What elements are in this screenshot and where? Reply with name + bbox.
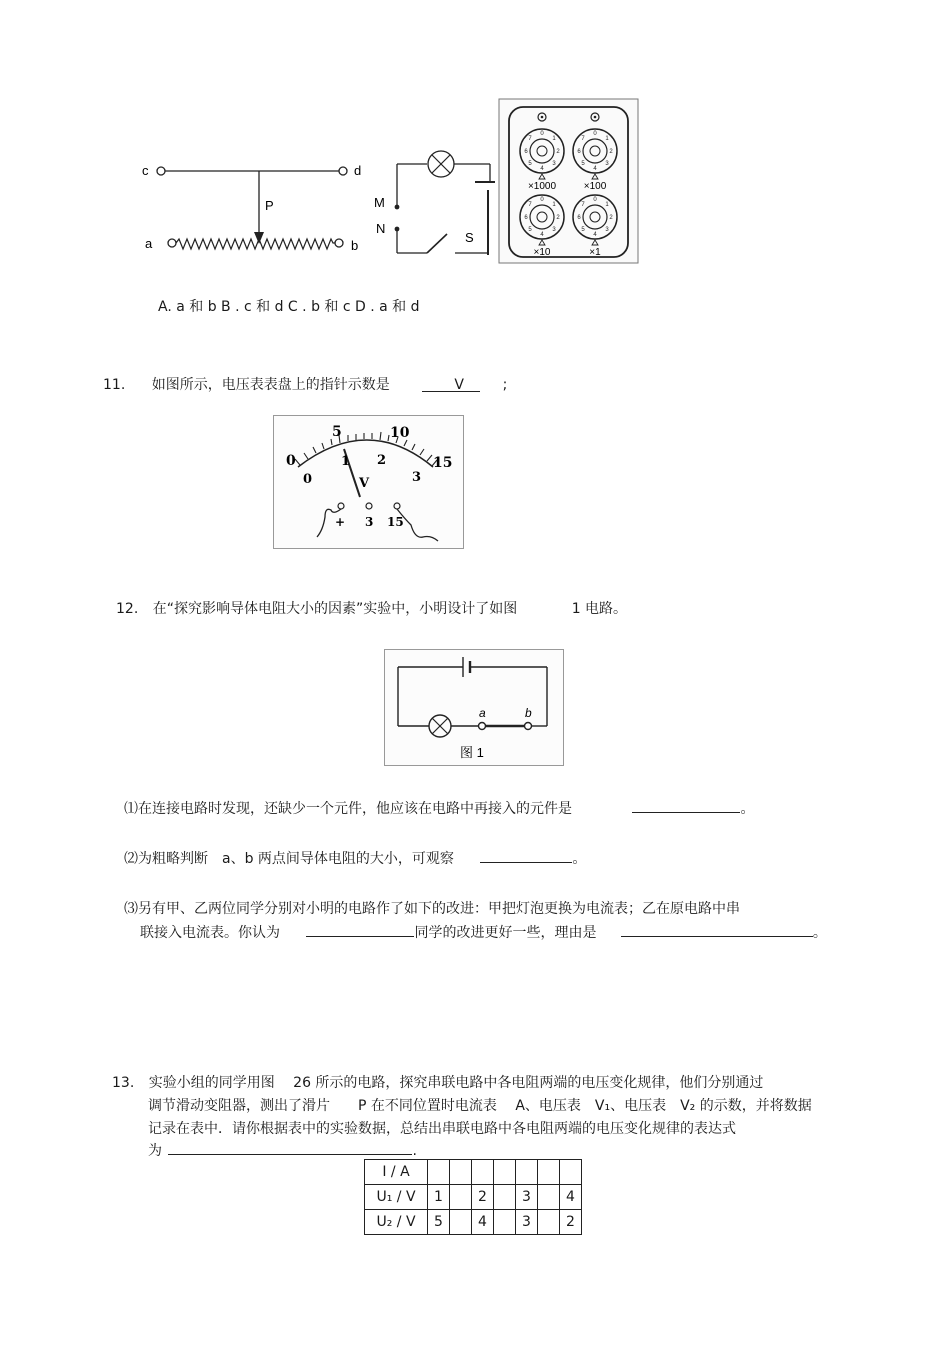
svg-text:2: 2 [609,215,613,221]
table-cell: 4 [560,1185,582,1210]
svg-text:1: 1 [605,202,609,208]
q12-intro [116,598,627,618]
meter-terminal-15: 15 [387,515,404,529]
q12-part3-line1: ⑶另有甲、乙两位同学分别对小明的电路作了如下的改进：甲把灯泡更换为电流表；乙在原电路中串 [124,901,740,917]
label-m: M [374,195,385,210]
svg-text:6: 6 [524,215,528,221]
svg-text:5: 5 [528,161,532,167]
figure-1-circuit [384,649,564,766]
q11-line [103,374,507,394]
svg-text:1: 1 [605,136,609,142]
q12-part2-text: ⑵为粗略判断 a、b 两点间导体电阻的大小，可观察 [124,851,454,867]
q12-part1-text: ⑴在连接电路时发现，还缺少一个元件，他应该在电路中再接入的元件是 [124,801,572,817]
svg-text:0: 0 [540,131,544,137]
q13-number: 13. [112,1075,135,1091]
label-n: N [376,221,386,236]
table-cell [450,1185,472,1210]
figure-1-label-b: b [525,706,532,720]
svg-text:0: 0 [593,131,597,137]
meter-terminal-plus: + [335,515,346,529]
table-cell: 3 [516,1210,538,1235]
q13-line1 [112,1072,763,1092]
meter-lower-0: 0 [303,472,313,487]
label-b: b [351,238,359,253]
voltmeter-figure [273,415,464,549]
switch-circuit-figure [365,140,500,260]
table-cell [428,1160,450,1185]
resistance-box-figure [498,98,640,265]
svg-text:2: 2 [556,149,560,155]
q13-line1-text: 实验小组的同学用图 26 所示的电路，探究串联电路中各电阻两端的电压变化规律，他们分别通过 [148,1075,764,1091]
table-cell: 2 [472,1185,494,1210]
table-cell: 1 [428,1185,450,1210]
q12-part1 [124,798,754,818]
svg-text:2: 2 [556,215,560,221]
q11-text: 如图所示，电压表表盘上的指针示数是 [151,377,390,393]
svg-text:5: 5 [581,161,585,167]
table-row [365,1185,582,1210]
q12-part1-end: 。 [740,801,755,817]
table-cell [494,1210,516,1235]
meter-upper-10: 10 [390,425,410,441]
figure-1-label-a: a [479,706,486,720]
svg-text:5: 5 [581,227,585,233]
svg-text:7: 7 [528,202,532,208]
svg-text:3: 3 [552,227,556,233]
q12-part2 [124,848,586,868]
svg-text:6: 6 [577,215,581,221]
table-cell [538,1210,560,1235]
meter-lower-3: 3 [412,470,422,485]
q11-end: ; [502,377,508,393]
label-a: a [145,236,153,251]
q12-part3-line2 [140,922,827,942]
table-cell [450,1160,472,1185]
meter-terminal-3: 3 [365,515,374,529]
label-x100: ×100 [583,181,607,192]
meter-upper-15: 15 [433,455,453,471]
table-cell [538,1185,560,1210]
meter-symbol: V [359,476,370,491]
label-p: P [265,198,274,213]
svg-text:5: 5 [528,227,532,233]
q13-line2: 调节滑动变阻器，测出了滑片 P 在不同位置时电流表 A、电压表 V₁、电压表 V₂ 的示数，并将数据 [148,1098,812,1114]
svg-text:6: 6 [524,149,528,155]
q13-line3: 记录在表中．请你根据表中的实验数据，总结出串联电路中各电阻两端的电压变化规律的表达式 [148,1121,736,1137]
q11-blank[interactable] [422,377,480,392]
meter-upper-0: 0 [286,453,296,469]
q13-line4-text: 为 [148,1143,162,1159]
table-cell [516,1160,538,1185]
q12-part3-text-b: 同学的改进更好一些，理由是 [414,925,597,941]
q12-part2-end: 。 [572,851,587,867]
table-cell: 5 [428,1210,450,1235]
svg-text:4: 4 [593,166,597,172]
q12-intro-b: 1 电路。 [571,601,628,617]
svg-text:3: 3 [605,227,609,233]
svg-text:1: 1 [552,202,556,208]
q13-line4-end: . [412,1143,417,1159]
meter-lower-1: 1 [341,454,351,469]
row-header-u1: U₁ / V [365,1185,428,1210]
meter-upper-5: 5 [332,424,342,440]
table-cell: 3 [516,1185,538,1210]
svg-text:0: 0 [540,197,544,203]
svg-text:7: 7 [581,136,585,142]
meter-lower-2: 2 [377,453,387,468]
table-cell [494,1160,516,1185]
q10-options: A. a 和 b B . c 和 d C . b 和 c D . a 和 d [158,299,420,315]
q12-part3-blank-who[interactable] [306,922,414,937]
svg-text:3: 3 [552,161,556,167]
q11-blank-unit: V [454,377,464,393]
q12-number: 12. [116,601,139,617]
table-cell [560,1160,582,1185]
svg-text:7: 7 [581,202,585,208]
svg-text:6: 6 [577,149,581,155]
q12-part3-text-a: 联接入电流表。你认为 [140,925,280,941]
label-s: S [465,230,474,245]
row-header-u2: U₂ / V [365,1210,428,1235]
table-cell: 2 [560,1210,582,1235]
label-d: d [354,163,362,178]
svg-text:7: 7 [528,136,532,142]
q13-answer-blank[interactable] [168,1140,412,1155]
svg-text:2: 2 [609,149,613,155]
table-cell [494,1185,516,1210]
table-cell [538,1160,560,1185]
label-x1000: ×1000 [527,181,557,192]
svg-text:4: 4 [540,232,544,238]
table-row [365,1210,582,1235]
q13-data-table [364,1159,582,1235]
svg-text:1: 1 [552,136,556,142]
q12-part3-end: 。 [812,925,827,941]
q11-number: 11. [103,377,126,393]
q13-line4 [148,1140,417,1160]
row-header-current: I / A [365,1160,428,1185]
label-c: c [142,163,149,178]
svg-text:0: 0 [593,197,597,203]
q12-intro-a: 在“探究影响导体电阻大小的因素”实验中，小明设计了如图 [152,601,518,617]
label-x10: ×10 [533,247,551,258]
table-cell [472,1160,494,1185]
table-row [365,1160,582,1185]
q12-part2-blank[interactable] [480,848,572,863]
q12-part3-blank-reason[interactable] [621,922,813,937]
label-x1: ×1 [589,247,601,258]
rheostat-figure [135,150,375,265]
svg-text:4: 4 [593,232,597,238]
table-cell: 4 [472,1210,494,1235]
figure-1-caption: 图 1 [460,745,484,760]
svg-text:4: 4 [540,166,544,172]
q12-part1-blank[interactable] [632,798,740,813]
svg-text:3: 3 [605,161,609,167]
table-cell [450,1210,472,1235]
